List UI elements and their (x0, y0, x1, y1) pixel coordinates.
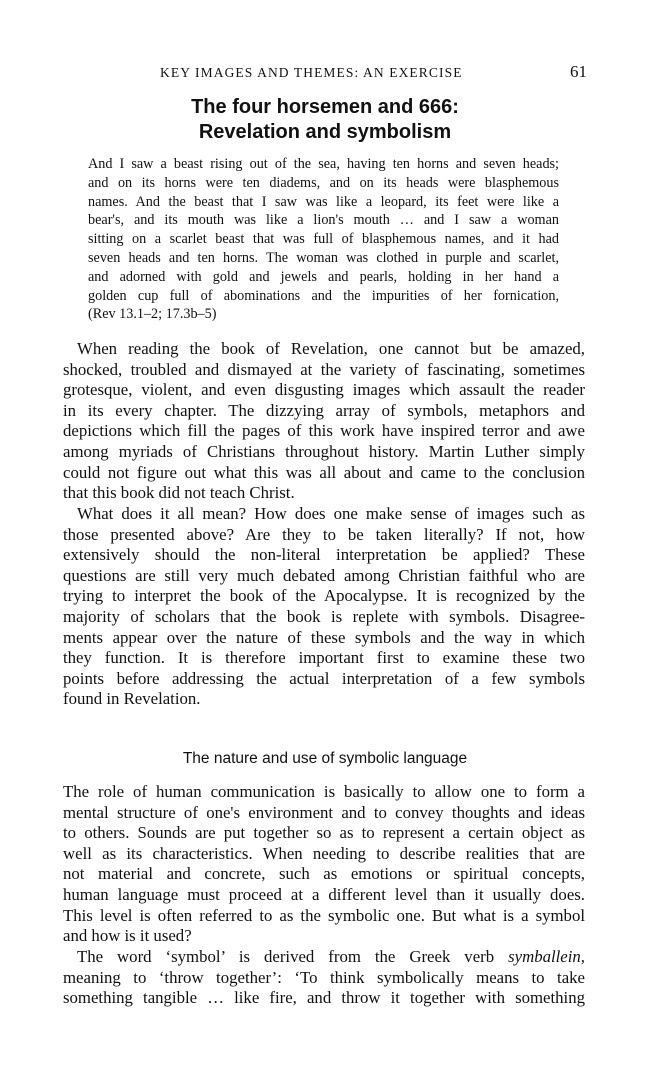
paragraph-line: meaning to ‘throw together’: ‘To think symbolically means to take (63, 967, 585, 987)
paragraph-4 (63, 947, 585, 1009)
paragraph-line: to others. Sounds are put together so as to represent a certain object as (63, 823, 585, 843)
paragraph-line: mental structure of one's environment and to convey thoughts and ideas (63, 802, 585, 822)
paragraph-1 (63, 339, 585, 504)
paragraph-line: trying to interpret the book of the Apocalypse. It is recognized by the (63, 586, 585, 606)
paragraph-line: extensively should the non-literal interpretation be applied? These (63, 545, 585, 565)
epigraph-line: sitting on a scarlet beast that was full of blasphemous names, and it had (88, 231, 559, 248)
running-head (88, 62, 587, 84)
paragraph-line: majority of scholars that the book is replete with symbols. Disagree- (63, 606, 585, 626)
paragraph-line: human language must proceed at a different level than it usually does. (63, 884, 585, 904)
paragraph-line: points before addressing the actual interpretation of a few symbols (63, 668, 585, 688)
paragraph-line: and how is it used? (63, 926, 192, 946)
chapter-title-line-2: Revelation and symbolism (198, 121, 452, 143)
paragraph-line: found in Revelation. (63, 689, 201, 709)
paragraph-2 (63, 504, 585, 710)
paragraph-line: in its every chapter. The dizzying array of symbols, metaphors and (63, 400, 585, 420)
paragraph-line: could not figure out what this was all about and came to the conclusion (63, 462, 585, 482)
paragraph-line: questions are still very much debated among Christian faithful who are (63, 565, 585, 585)
epigraph-line: golden cup full of abominations and the impurities of her fornication, (88, 287, 559, 304)
section-heading: The nature and use of symbolic language (182, 750, 468, 767)
page-number: 61 (570, 62, 587, 81)
epigraph-citation: (Rev 13.1–2; 17.3b–5) (88, 306, 217, 323)
epigraph-line: bear's, and its mouth was like a lion's mouth … and I saw a woman (88, 212, 559, 229)
paragraph-line: depictions which fill the pages of this work have inspired terror and awe (63, 421, 585, 441)
epigraph-line: names. And the beast that I saw was like a leopard, its feet were like a (88, 193, 559, 210)
paragraph-line: When reading the book of Revelation, one cannot but be amazed, (77, 339, 585, 358)
paragraph-line-text: The word ‘symbol’ is derived from the Greek verb (77, 947, 509, 966)
epigraph-line: and on its horns were ten diadems, and on its heads were blasphemous (88, 174, 559, 191)
paragraph-line: well as its characteristics. When needing to describe realities that are (63, 843, 585, 863)
greek-term: symballein, (508, 947, 585, 966)
paragraph-line: those presented above? Are they to be taken literally? If not, how (63, 524, 585, 544)
paragraph-line (63, 947, 585, 968)
paragraph-line: something tangible … like fire, and throw it together with something (63, 988, 585, 1008)
chapter-title-line-1: The four horsemen and 666: (191, 96, 459, 118)
paragraph-line: shocked, troubled and dismayed at the variety of fascinating, sometimes (63, 359, 585, 379)
epigraph-line: seven heads and ten horns. The woman was clothed in purple and scarlet, (88, 249, 559, 266)
paragraph-line: What does it all mean? How does one make sense of images such as (77, 504, 585, 523)
paragraph-3 (63, 782, 585, 947)
epigraph-line: and adorned with gold and jewels and pearls, holding in her hand a (88, 268, 559, 285)
paragraph-line: among myriads of Christians throughout history. Martin Luther simply (63, 441, 585, 461)
paragraph-line: not material and concrete, such as emotions or spiritual concepts, (63, 864, 585, 884)
paragraph-line: grotesque, violent, and even disgusting images which assault the reader (63, 380, 585, 400)
paragraph-line: that this book did not teach Christ. (63, 483, 295, 503)
running-head-title: KEY IMAGES AND THEMES: AN EXERCISE (160, 65, 463, 80)
epigraph-line: And I saw a beast rising out of the sea, having ten horns and seven heads; (88, 156, 559, 172)
paragraph-line: ments appear over the nature of these symbols and the way in which (63, 627, 585, 647)
paragraph-line: they function. It is therefore important first to examine these two (63, 648, 585, 668)
paragraph-line: The role of human communication is basically to allow one to form a (63, 782, 585, 801)
paragraph-line: This level is often referred to as the symbolic one. But what is a symbol (63, 905, 585, 925)
epigraph-quote (88, 155, 559, 324)
